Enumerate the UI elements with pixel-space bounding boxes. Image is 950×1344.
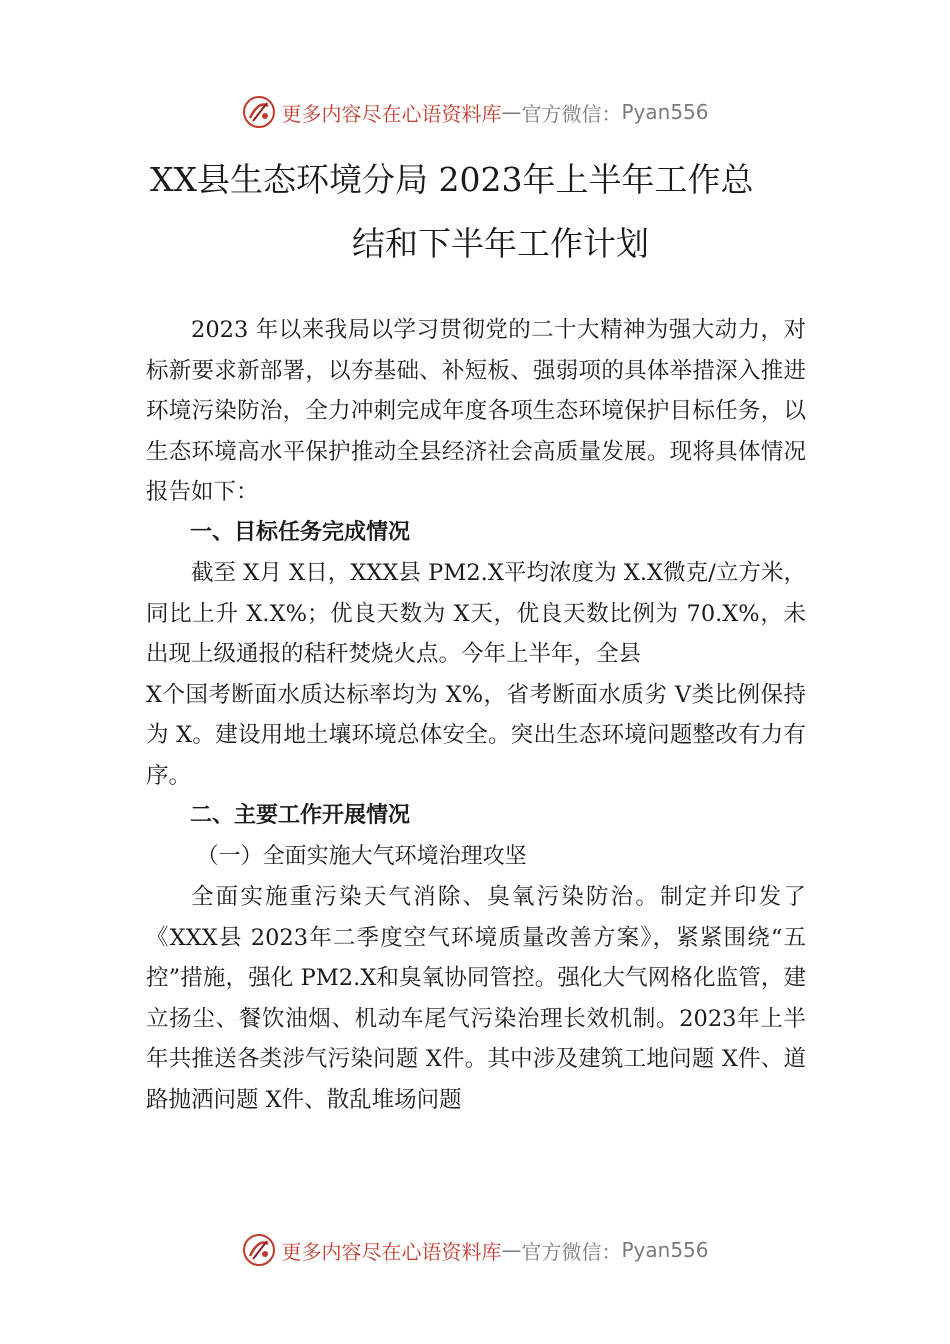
banner-site: 更多内容尽在心语资料库 (281, 1239, 502, 1264)
document-body (146, 310, 806, 1120)
section2-subheading-1: （一）全面实施大气环境治理攻坚 (196, 843, 527, 869)
section2-heading: 二、主要工作开展情况 (190, 803, 411, 828)
banner-handle: Pyan556 (621, 1238, 709, 1262)
logo-icon (241, 1232, 277, 1268)
section1-heading: 一、目标任务完成情况 (190, 519, 411, 545)
section1-paragraph-2: X个国考断面水质达标率均为 X%，省考断面水质劣 V类比例保持为 X。建设用地土壤环境总体安全。突出生态环境问题整改有力有序。 (146, 681, 806, 789)
title-line-1: XX县生态环境分局 2023年上半年工作总 (150, 160, 754, 199)
logo-icon (241, 94, 277, 130)
banner-site: 更多内容尽在心语资料库 (281, 101, 502, 126)
title-line-2: 结和下半年工作计划 (352, 224, 649, 263)
header-banner (0, 94, 950, 130)
banner-separator: — (501, 1238, 522, 1262)
banner-label: 官方微信： (521, 101, 622, 126)
banner-label: 官方微信： (521, 1239, 622, 1264)
footer-banner (0, 1232, 950, 1268)
intro-paragraph: 2023 年以来我局以学习贯彻党的二十大精神为强大动力，对标新要求新部署，以夯基础、补短板、强弱项的具体举措深入推进环境污染防治，全力冲刺完成年度各项生态环境保护目标任务，以生态环境高水平保护推动全县经济社会高质量发展。现将具体情况报告如下： (146, 317, 806, 505)
section2-paragraph-1: 全面实施重污染天气消除、臭氧污染防治。制定并印发了《XXX县 2023年二季度空气环境质量改善方案》，紧紧围绕“五控”措施，强化 PM2.X和臭氧协同管控。强化大气网格化监管，建立扬尘、餐饮油烟、机动车尾气污染治理长效机制。2023年上半年共推送各类涉气污染问题 X件。其中涉及建筑工地问题 X件、道路抛洒问题 X件、散乱堆场问题 (146, 884, 806, 1113)
section1-paragraph-1: 截至 X月 X日，XXX县 PM2.X平均浓度为 X.X微克/立方米，同比上升 X.X%；优良天数为 X天，优良天数比例为 70.X%，未出现上级通报的秸秆焚烧火点。今年上半年，全县 (146, 560, 806, 667)
banner-separator: — (501, 100, 522, 124)
banner-handle: Pyan556 (621, 100, 709, 124)
